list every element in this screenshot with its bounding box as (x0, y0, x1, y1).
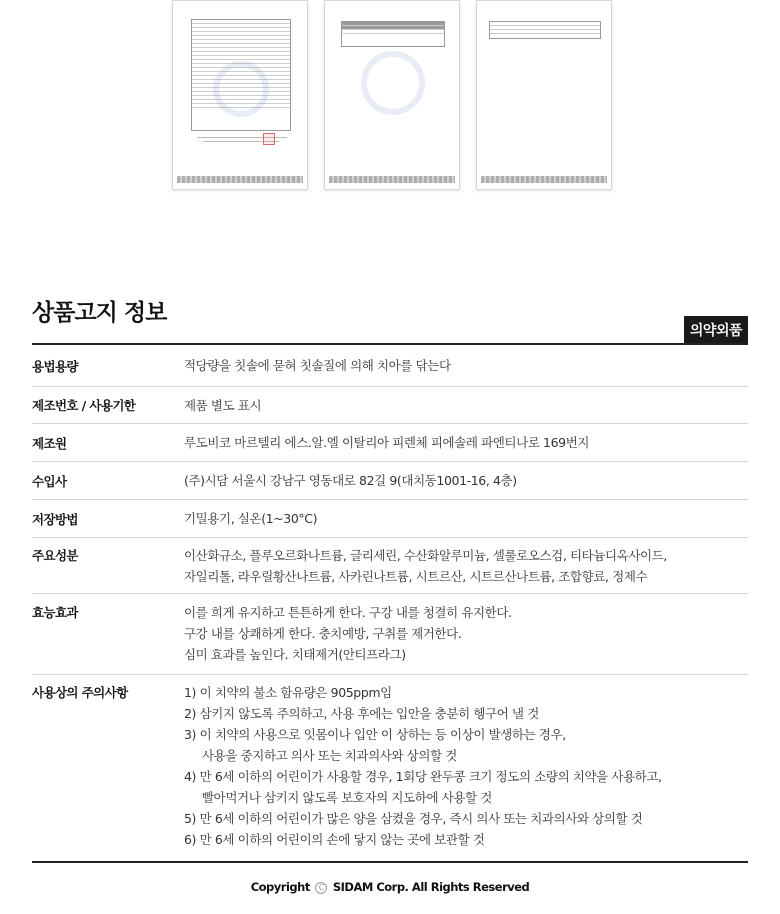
row-label: 사용상의 주의사항 (32, 685, 128, 700)
certificate-page-2 (324, 0, 460, 190)
official-stamp (263, 133, 275, 145)
row-label: 제조번호 / 사용기한 (32, 398, 136, 413)
row-label: 제조원 (32, 435, 67, 451)
row-value: 이를 희게 유지하고 튼튼하게 한다. 구강 내를 청결히 유지한다. 구강 내를 상쾌하게 한다. 충치예방, 구취를 제거한다. 심미 효과를 높인다. 치태제거(안티프라그) (184, 605, 512, 662)
certificate-page-3 (476, 0, 612, 190)
certificate-documents (0, 0, 780, 200)
category-badge: 의약외품 (684, 316, 748, 344)
row-value: 제품 별도 표시 (184, 397, 262, 413)
row-value: 적당량을 칫솔에 묻혀 칫솔질에 의해 치아를 닦는다 (184, 358, 451, 373)
table-row (32, 424, 748, 462)
row-value: 이산화규소, 플루오르화나트륨, 글리세린, 수산화알루미늄, 셀룰로오스검, 티타늄디옥사이드, 자일리톨, 라우릴황산나트륨, 사카린나트륨, 시트르산, 시트르산나트륨, 조합향료, 정제수 (184, 548, 667, 584)
government-seal-watermark (361, 51, 425, 115)
table-row (32, 538, 748, 594)
row-label: 용법용량 (32, 358, 78, 374)
table-row (32, 500, 748, 538)
row-value: 루도비코 마르텔리 에스.알.엘 이탈리아 피렌체 피에솔레 파엔티나로 169번지 (184, 435, 590, 450)
row-value: 1) 이 치약의 불소 함유량은 905ppm임 2) 삼키지 않도록 주의하고, 사용 후에는 입안을 충분히 헹구어 낼 것 3) 이 치약의 사용으로 잇몸이나 입안 이 상하는 등 이상이 발생하는 경우, 사용을 중지하고 의사 또는 치과의사와 상의할 것 4) 만 6세 이하의 어린이가 사용할 경우, 1회당 완두콩 크기 정도의 소량의 치약을 사용하고, 빨아먹거나 삼키지 않도록 보호자의 지도하에 사용할 것 5) 만 6세 이하의 어린이가 많은 양을 삼켰을 경우, 즉시 의사 또는 치과의사와 상의할 것 6) 만 6세 이하의 어린이의 손에 닿지 않는 곳에 보관할 것 (184, 685, 662, 847)
document-table (489, 21, 601, 39)
row-label: 주요성분 (32, 548, 78, 563)
table-row (32, 462, 748, 500)
certificate-page-1 (172, 0, 308, 190)
table-row (32, 387, 748, 424)
copyright-icon: C (315, 882, 327, 894)
row-label: 효능효과 (32, 605, 78, 620)
table-row (32, 345, 748, 387)
row-value: (주)시담 서울시 강남구 영동대로 82길 9(대치동1001-16, 4층) (184, 473, 517, 488)
row-label: 저장방법 (32, 511, 78, 527)
page-title: 상품고지 정보 (32, 300, 167, 326)
product-info-table (32, 345, 748, 863)
row-value: 기밀용기, 실온(1~30°C) (184, 511, 318, 526)
table-row (32, 594, 748, 675)
copyright-footer: Copyright C SIDAM Corp. All Rights Reserved (250, 880, 530, 894)
table-row (32, 675, 748, 863)
row-label: 수입사 (32, 473, 67, 489)
government-seal-watermark (213, 61, 269, 117)
document-table (341, 21, 445, 47)
